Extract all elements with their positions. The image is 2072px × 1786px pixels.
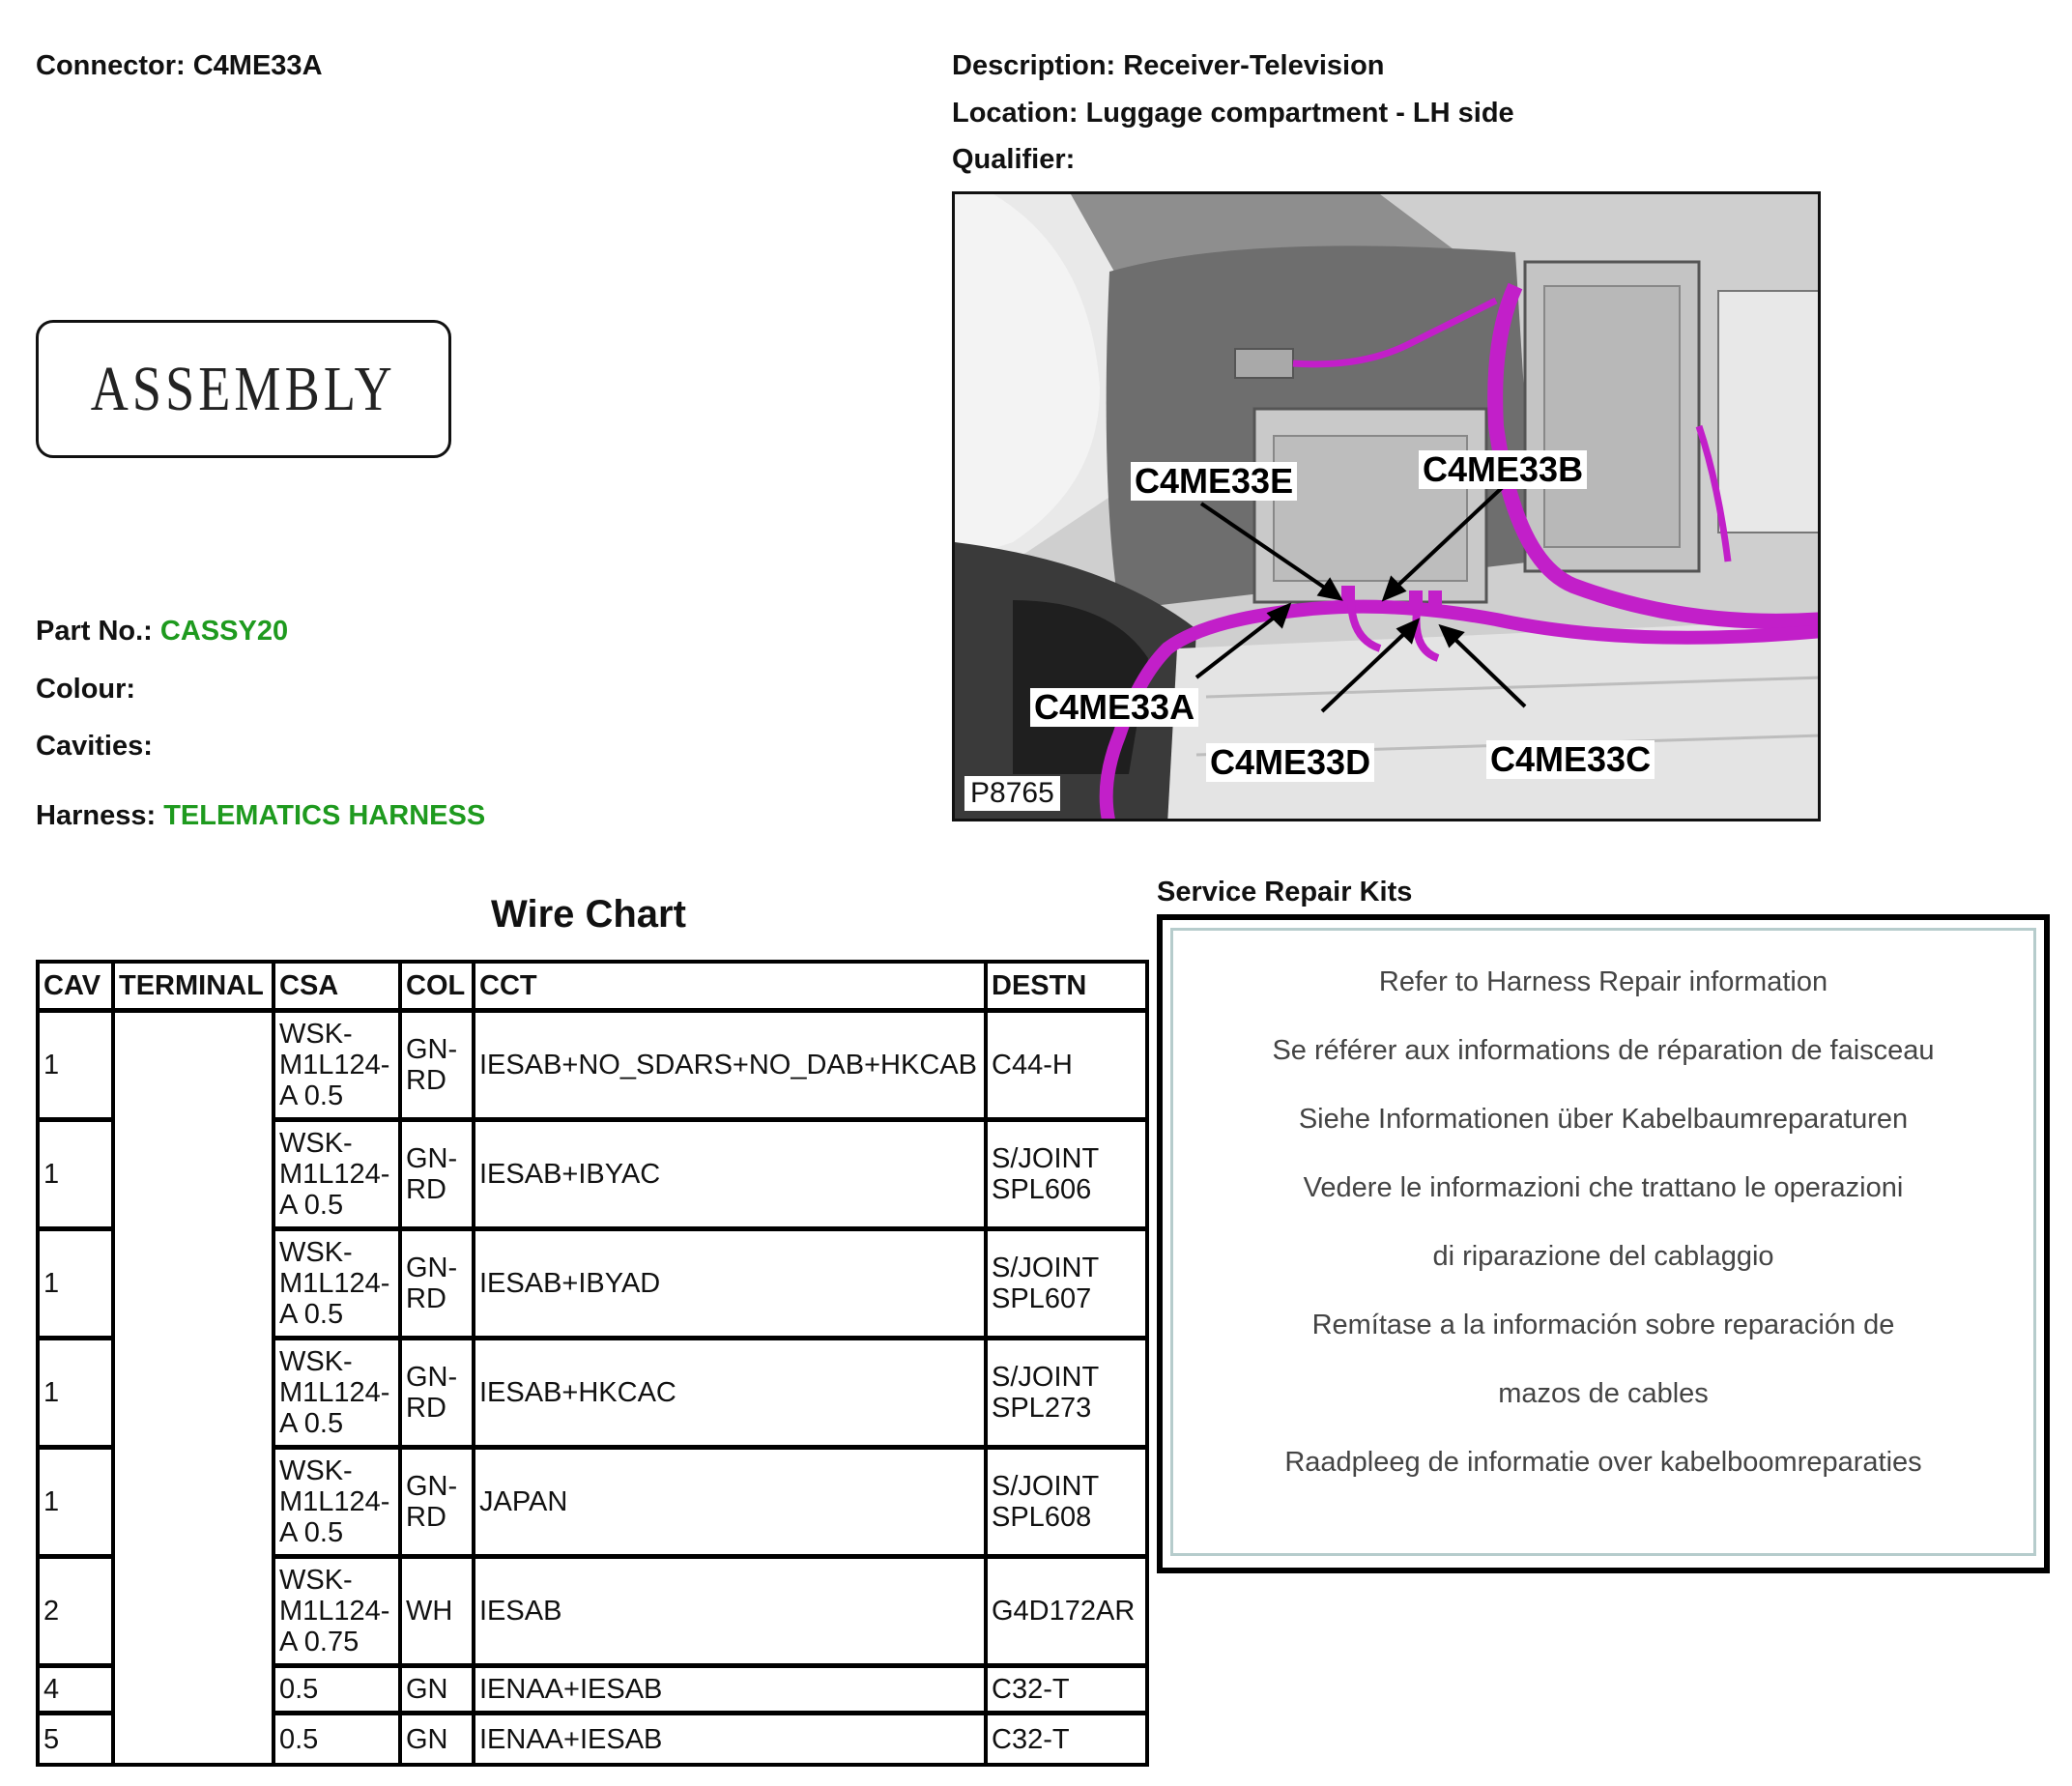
header-csa: CSA [275,964,402,1013]
kit-line-de: Siehe Informationen über Kabelbaumreparaturen [1298,1104,1909,1135]
cell-line: M1L124- [279,1050,390,1080]
harness-label: Harness: [36,800,157,831]
header-terminal: TERMINAL [115,964,275,1013]
cell-destn [988,1668,1145,1715]
cell-line: RD [406,1393,446,1424]
cell-line: WSK- [279,1128,353,1159]
callout-c4me33d: C4ME33D [1206,743,1374,782]
description-value: Receiver-Television [1123,50,1385,81]
location-line [952,98,1514,130]
connector-value: C4ME33A [192,50,323,81]
cell-line: GN [406,1674,448,1705]
cell-col [402,1013,475,1122]
cell-cav: 5 [40,1715,115,1763]
cell-line: C44-H [992,1050,1073,1080]
cell-col [402,1715,475,1763]
cell-line: C32-T [992,1674,1070,1705]
cell-cav: 1 [40,1340,115,1450]
diagram-illustration [955,194,1821,821]
cell-line: SPL606 [992,1174,1092,1205]
header-cav: CAV [40,964,115,1013]
cell-line: S/JOINT [992,1253,1100,1283]
header-col: COL [402,964,475,1013]
cell-destn [988,1340,1145,1450]
cell-line: S/JOINT [992,1362,1100,1393]
kit-line-nl: Raadpleeg de informatie over kabelboomreparaties [1284,1447,1922,1478]
cell-line: G4D172AR [992,1596,1136,1627]
connector-line [36,50,323,82]
cell-cav: 2 [40,1559,115,1668]
cell-line: SPL608 [992,1502,1092,1533]
cell-col [402,1559,475,1668]
cell-col [402,1122,475,1231]
cell-line: A 0.5 [279,1299,344,1330]
callout-c4me33e: C4ME33E [1131,462,1297,501]
cell-line: M1L124- [279,1486,390,1517]
cell-line: M1L124- [279,1268,390,1299]
cell-line: GN- [406,1253,458,1283]
location-value: Luggage compartment - LH side [1085,98,1514,129]
cell-line: A 0.5 [279,1517,344,1548]
cavities-label: Cavities: [36,731,153,762]
description-label: Description: [952,50,1116,81]
cell-line: WH [406,1596,453,1627]
cell-line: GN- [406,1034,458,1065]
cell-cct: JAPAN [475,1450,988,1559]
cell-destn [988,1122,1145,1231]
cell-cct: IESAB+IBYAD [475,1231,988,1340]
cell-cct: IESAB [475,1559,988,1668]
cell-csa [275,1340,402,1450]
cell-csa [275,1122,402,1231]
cell-destn [988,1231,1145,1340]
cell-line: 0.5 [279,1723,319,1755]
cell-destn [988,1559,1145,1668]
wire-chart-table [36,960,1149,1767]
assembly-badge-text: ASSEMBLY [90,353,397,424]
kit-line-fr: Se référer aux informations de réparation de faisceau [1272,1035,1935,1066]
cell-line: RD [406,1283,446,1314]
cell-line: WSK- [279,1455,353,1486]
location-diagram [952,191,1821,821]
cell-line: GN- [406,1471,458,1502]
cell-line: WSK- [279,1565,353,1596]
cell-cct: IESAB+IBYAC [475,1122,988,1231]
kit-line-en: Refer to Harness Repair information [1378,966,1828,997]
cell-line: M1L124- [279,1377,390,1408]
cell-line: A 0.75 [279,1627,360,1657]
cell-cct: IENAA+IESAB [475,1715,988,1763]
cell-csa [275,1450,402,1559]
part-no-line [36,616,288,648]
cell-csa [275,1231,402,1340]
qualifier-label: Qualifier: [952,144,1076,175]
wire-chart-title: Wire Chart [491,893,686,936]
callout-c4me33a: C4ME33A [1030,688,1198,727]
cell-cav: 1 [40,1013,115,1122]
cell-line: RD [406,1502,446,1533]
assembly-badge [36,320,451,458]
callout-c4me33b: C4ME33B [1419,450,1587,489]
cell-cct: IESAB+HKCAC [475,1340,988,1450]
cell-line: WSK- [279,1237,353,1268]
cell-line: GN- [406,1362,458,1393]
callout-c4me33c: C4ME33C [1486,740,1655,779]
cell-csa [275,1668,402,1715]
cell-cav: 1 [40,1450,115,1559]
cell-line: C32-T [992,1723,1070,1755]
cell-cav: 1 [40,1122,115,1231]
service-repair-kits-panel [1170,928,2036,1556]
cell-line: M1L124- [279,1596,390,1627]
cell-csa [275,1013,402,1122]
cell-line: S/JOINT [992,1143,1100,1174]
location-label: Location: [952,98,1079,129]
cell-line: SPL273 [992,1393,1092,1424]
cell-line: M1L124- [279,1159,390,1190]
cell-line: WSK- [279,1019,353,1050]
header-cct: CCT [475,964,988,1013]
diagram-reference-code: P8765 [964,776,1060,811]
header-destn: DESTN [988,964,1145,1013]
cell-line: A 0.5 [279,1080,344,1111]
kit-line-it-2: di riparazione del cablaggio [1432,1241,1774,1272]
cell-cct: IENAA+IESAB [475,1668,988,1715]
wire-chart-body [40,1013,1145,1763]
cell-line: 0.5 [279,1674,319,1705]
harness-value[interactable]: TELEMATICS HARNESS [163,800,486,831]
harness-line [36,800,485,832]
cell-destn [988,1715,1145,1763]
cell-col [402,1231,475,1340]
cell-cav: 4 [40,1668,115,1715]
part-no-label: Part No.: [36,616,153,647]
cell-line: WSK- [279,1346,353,1377]
cell-cct: IESAB+NO_SDARS+NO_DAB+HKCAB [475,1013,988,1122]
service-repair-kits-title: Service Repair Kits [1157,877,1413,907]
cell-line: GN- [406,1143,458,1174]
cell-line: S/JOINT [992,1471,1100,1502]
cell-csa [275,1715,402,1763]
cell-line: A 0.5 [279,1408,344,1439]
cell-line: GN [406,1723,448,1755]
cell-line: RD [406,1065,446,1096]
cell-col [402,1340,475,1450]
colour-label: Colour: [36,674,136,705]
cell-line: RD [406,1174,446,1205]
wire-row [40,1013,1145,1122]
kit-line-es-1: Remítase a la información sobre reparación de [1311,1310,1895,1340]
cell-cav: 1 [40,1231,115,1340]
cell-csa [275,1559,402,1668]
cell-line: A 0.5 [279,1190,344,1221]
wire-chart-header-row [40,964,1145,1013]
service-repair-kits-box [1157,914,2050,1573]
part-no-value[interactable]: CASSY20 [159,616,289,647]
cell-destn [988,1013,1145,1122]
cell-line: SPL607 [992,1283,1092,1314]
kit-line-it-1: Vedere le informazioni che trattano le operazioni [1303,1172,1904,1203]
cell-terminal [115,1013,275,1763]
kit-line-es-2: mazos de cables [1498,1378,1709,1409]
cell-destn [988,1450,1145,1559]
connector-label: Connector: [36,50,186,81]
description-line [952,50,1385,82]
cell-col [402,1450,475,1559]
cell-col [402,1668,475,1715]
